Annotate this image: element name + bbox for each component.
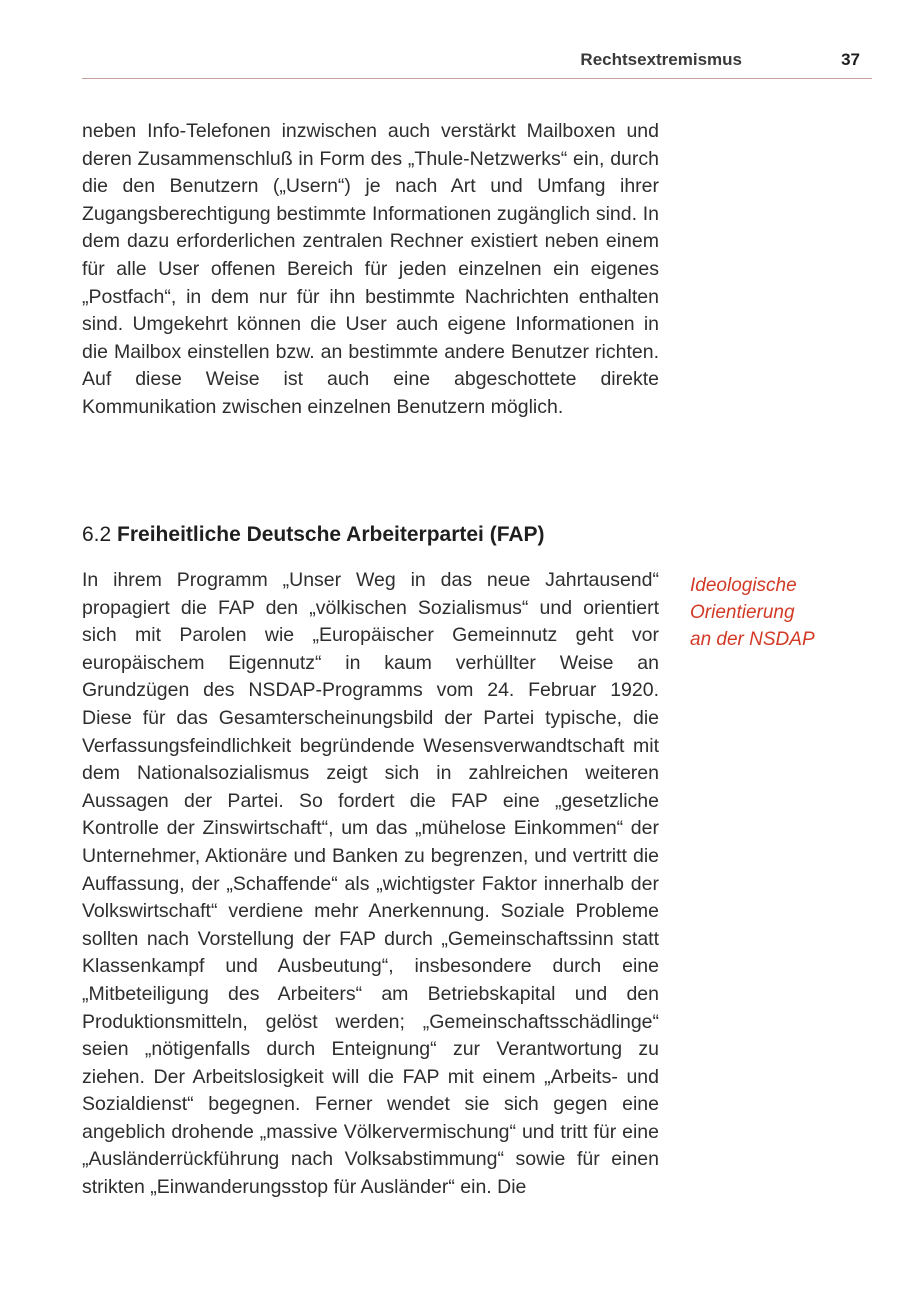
page-number: 37 xyxy=(841,50,860,69)
body-paragraph-1: neben Info-Telefonen inzwischen auch verstärkt Mailboxen und deren Zusammenschluß in Form des „Thule-Netzwerks“ ein, durch die den Benutzern („Usern“) je nach Art und Umfang ihrer Zugangsberechtigung bestimmte Informationen zugänglich sind. In dem dazu erforderlichen zentralen Rechner existiert neben einem für alle User offenen Bereich für jeden einzelnen ein eigenes „Postfach“, in dem nur für ihn bestimmte Nachrichten enthalten sind. Umgekehrt können die User auch eigene Informationen in die Mailbox einstellen bzw. an bestimmte andere Benutzer richten. Auf diese Weise ist auch eine abgeschottete direkte Kommunikation zwischen einzelnen Benutzern möglich. xyxy=(82,120,659,418)
margin-note-line-2: Orientierung xyxy=(690,602,795,623)
running-header-title: Rechtsextremismus xyxy=(580,50,742,69)
body-paragraph-2: In ihrem Programm „Unser Weg in das neue Jahrtausend“ propagiert die FAP den „völkischen Sozialismus“ und orientiert sich mit Parolen wie „Europäischer Gemeinnutz geht vor europäischem Eigennutz“ in kaum verhüllter Weise an Grundzügen des NSDAP-Programms vom 24. Februar 1920. Diese für das Gesamterscheinungsbild der Partei typische, die Verfassungsfeindlichkeit begründende Wesensverwandtschaft mit dem Nationalsozialismus zeigt sich in zahlreichen weiteren Aussagen der Partei. So fordert die FAP eine „gesetzliche Kontrolle der Zinswirtschaft“, um das „mühelose Einkommen“ der Unternehmer, Aktionäre und Banken zu begrenzen, und vertritt die Auffassung, der „Schaffende“ als „wichtigster Faktor innerhalb der Volkswirtschaft“ verdiene mehr Anerkennung. Soziale Probleme sollten nach Vorstellung der FAP durch „Gemeinschaftssinn statt Klassenkampf und Ausbeutung“, insbesondere durch eine „Mitbeteiligung des Arbeiters“ am Betriebskapital und den Produktionsmitteln, gelöst werden; „Gemeinschaftsschädlinge“ seien „nötigenfalls durch Enteignung“ zur Verantwortung zu ziehen. Der Arbeitslosigkeit will die FAP mit einem „Arbeits- und Sozialdienst“ begegnen. Ferner wendet sie sich gegen eine angeblich drohende „massive Völkervermischung“ und tritt für eine „Ausländerrückführung nach Volksabstimmung“ sowie für einen strikten „Einwanderungsstop für Ausländer“ ein. Die xyxy=(82,569,659,1199)
section-number: 6.2 xyxy=(82,523,112,546)
header-rule xyxy=(82,78,872,79)
section-title: Freiheitliche Deutsche Arbeiterpartei (FAP) xyxy=(117,523,545,546)
running-header xyxy=(82,40,872,80)
section-heading xyxy=(82,523,662,547)
margin-note xyxy=(690,572,850,653)
margin-note-line-3: an der NSDAP xyxy=(690,629,815,650)
margin-note-line-1: Ideologische xyxy=(690,575,797,596)
